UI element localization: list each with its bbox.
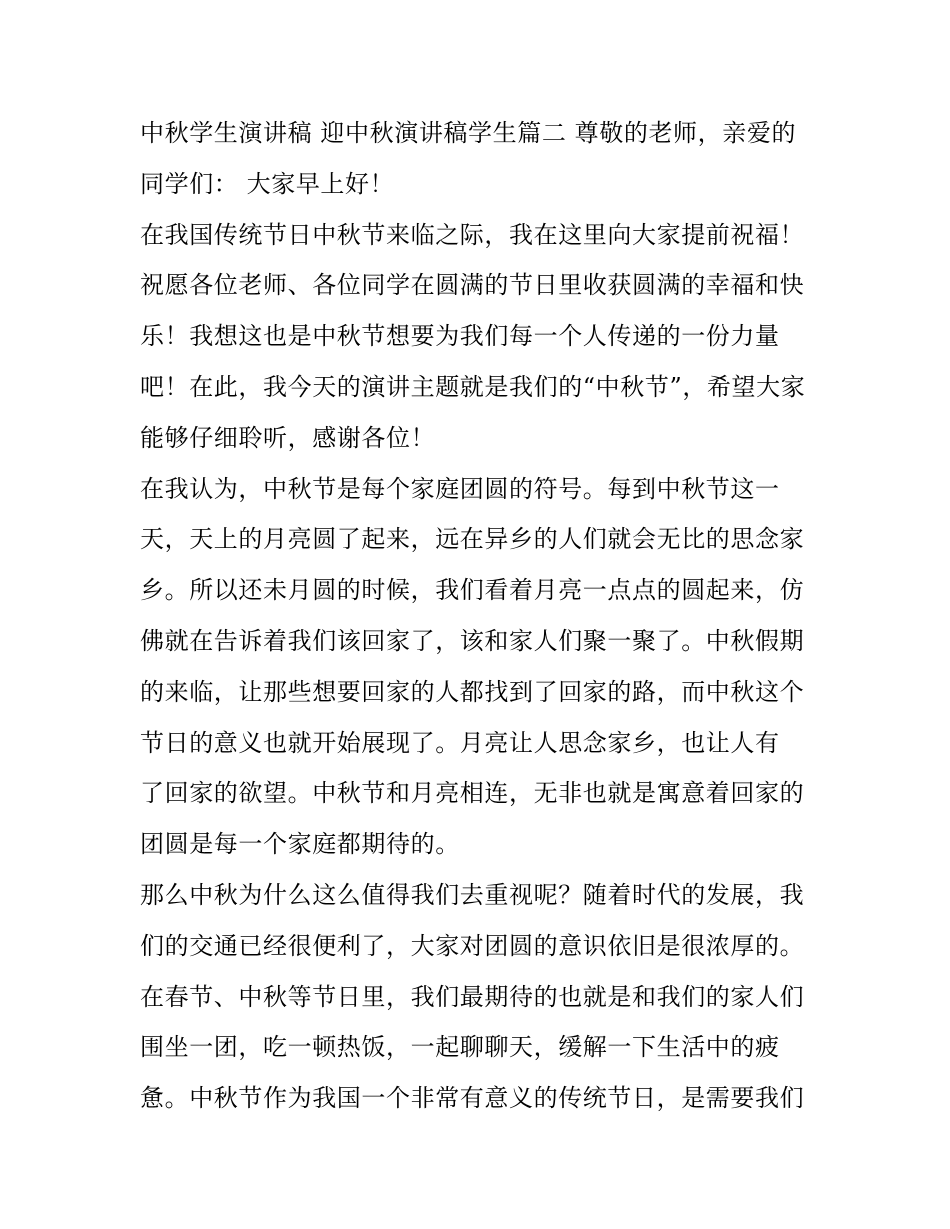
- text-line: 吧！在此，我今天的演讲主题就是我们的“中秋节”，希望大家: [140, 372, 806, 401]
- text-line: 围坐一团，吃一顿热饭，一起聊聊天，缓解一下生活中的疲: [140, 1033, 780, 1062]
- text-line: 乡。所以还未月圆的时候，我们看着月亮一点点的圆起来，仿: [140, 576, 805, 605]
- text-line: 祝愿各位老师、各位同学在圆满的节日里收获圆满的幸福和快: [140, 271, 805, 300]
- text-line: 佛就在告诉着我们该回家了，该和家人们聚一聚了。中秋假期: [140, 626, 805, 655]
- text-line: 在我认为，中秋节是每个家庭团圆的符号。每到中秋节这一: [140, 474, 780, 503]
- text-line: 那么中秋为什么这么值得我们去重视呢？随着时代的发展，我: [140, 880, 805, 909]
- text-line: 惫。中秋节作为我国一个非常有意义的传统节日，是需要我们: [140, 1084, 805, 1113]
- text-line: 节日的意义也就开始展现了。月亮让人思念家乡，也让人有: [140, 728, 780, 757]
- text-line: 乐！我想这也是中秋节想要为我们每一个人传递的一份力量: [140, 322, 780, 351]
- text-line: 了回家的欲望。中秋节和月亮相连，无非也就是寓意着回家的: [140, 779, 805, 808]
- text-line: 团圆是每一个家庭都期待的。: [140, 830, 460, 859]
- text-line: 中秋学生演讲稿 迎中秋演讲稿学生篇二 尊敬的老师，亲爱的: [140, 119, 797, 147]
- text-line: 在我国传统节日中秋节来临之际，我在这里向大家提前祝福！: [140, 220, 805, 249]
- text-line: 在春节、中秋等节日里，我们最期待的也就是和我们的家人们: [140, 982, 805, 1011]
- text-line: 能够仔细聆听，感谢各位！: [140, 423, 436, 452]
- text-line: 的来临，让那些想要回家的人都找到了回家的路，而中秋这个: [140, 677, 805, 706]
- text-line: 们的交通已经很便利了，大家对团圆的意识依旧是很浓厚的。: [140, 931, 805, 960]
- text-line: 同学们： 大家早上好！: [140, 169, 395, 198]
- document-body: [140, 108, 820, 1124]
- text-line: 天，天上的月亮圆了起来，远在异乡的人们就会无比的思念家: [140, 525, 805, 554]
